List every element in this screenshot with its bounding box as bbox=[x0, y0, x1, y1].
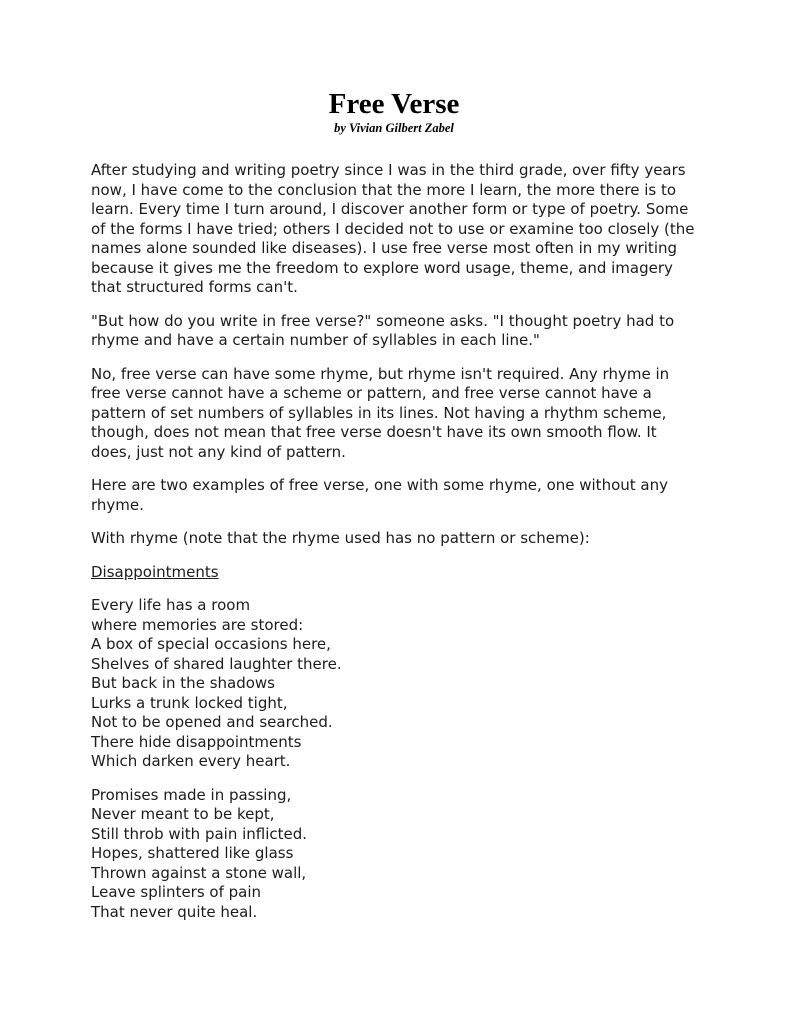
poem-line: A box of special occasions here, bbox=[91, 635, 331, 653]
poem-line: Thrown against a stone wall, bbox=[91, 863, 307, 882]
poem-line: Shelves of shared laughter there. bbox=[91, 654, 342, 673]
poem-title: Disappointments bbox=[91, 562, 219, 581]
poem-line: That never quite heal. bbox=[91, 902, 258, 921]
poem-line: Lurks a trunk locked tight, bbox=[91, 693, 288, 712]
paragraph-intro: After studying and writing poetry since I was in the third grade, over fifty years now, I have come to the conclusion that the more I learn, the more there is to learn. Every time I turn around, I discover another form or type of poetry. Some of the forms I have tried; others I decided not to use or examine too closely (the names alone sounded like diseases). I use free verse most often in my writing because it gives me the freedom to explore word usage, theme, and imagery that structured forms can't. bbox=[91, 161, 695, 296]
poem-line: Which darken every heart. bbox=[91, 752, 291, 770]
paragraph-answer: No, free verse can have some rhyme, but rhyme isn't required. Any rhyme in free verse cannot have a scheme or pattern, and free verse cannot have a pattern of set numbers of syllables in its lines. Not having a rhythm scheme, though, does not mean that free verse doesn't have its own smooth flow. It does, just not any kind of pattern. bbox=[91, 364, 670, 461]
byline: by Vivian Gilbert Zabel bbox=[334, 121, 454, 135]
paragraph-examples-intro: Here are two examples of free verse, one with some rhyme, one without any rhyme. bbox=[91, 476, 668, 514]
poem-line: Leave splinters of pain bbox=[91, 883, 262, 901]
poem-line: where memories are stored: bbox=[91, 615, 304, 634]
poem-line: There hide disappointments bbox=[91, 732, 302, 751]
poem-line: Hopes, shattered like glass bbox=[91, 844, 294, 862]
poem-stanza-2 bbox=[91, 786, 697, 923]
poem-line: Promises made in passing, bbox=[91, 785, 292, 804]
poem-stanza-1 bbox=[91, 596, 697, 772]
poem-line: Every life has a room bbox=[91, 596, 251, 614]
paragraph-with-rhyme-note: With rhyme (note that the rhyme used has no pattern or scheme): bbox=[91, 529, 590, 547]
poem-line: Still throb with pain inflicted. bbox=[91, 824, 308, 843]
poem-line: Never meant to be kept, bbox=[91, 805, 275, 823]
poem-line: But back in the shadows bbox=[91, 674, 275, 692]
document-title: Free Verse bbox=[328, 88, 460, 120]
poem-line: Not to be opened and searched. bbox=[91, 713, 333, 731]
paragraph-question: "But how do you write in free verse?" someone asks. "I thought poetry had to rhyme and have a certain number of syllables in each line." bbox=[91, 311, 675, 349]
